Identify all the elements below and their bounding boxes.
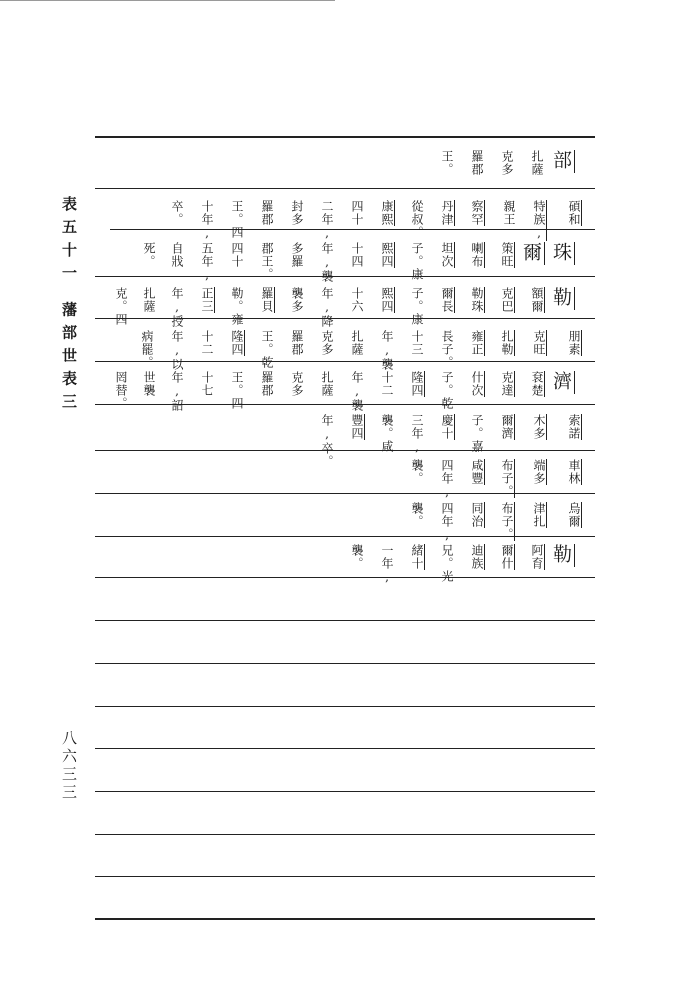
table-cell: 喇布 <box>453 242 485 268</box>
table-cell: 二年, <box>320 200 334 241</box>
table-rule <box>95 188 595 189</box>
table-cell: 襲。 <box>350 544 364 570</box>
table-cell: 封多 <box>290 200 304 226</box>
table-cell: 朋素 <box>550 330 582 356</box>
table-cell: 阿育 <box>513 544 545 570</box>
table-top-rule <box>95 136 595 138</box>
table-cell: 熙四 <box>363 242 395 268</box>
table-cell: 木多 <box>515 414 547 440</box>
table-cell: 勒 <box>543 287 575 310</box>
table-cell: 羅郡 <box>260 200 274 226</box>
table-cell: 死。 <box>142 242 156 268</box>
table-cell: 十四 <box>350 242 364 268</box>
table-cell: 子。乾 <box>440 371 454 410</box>
table-cell: 羅貝 <box>243 287 275 313</box>
table-cell: 羅郡 <box>290 330 304 356</box>
table-cell: 扎薩 <box>320 371 334 397</box>
table-cell: 世襲 <box>142 371 156 397</box>
table-cell: 勒珠 <box>453 287 485 313</box>
side-title: 表五十一 藩部世表三 <box>60 196 78 417</box>
table-cell: 扎薩 <box>530 150 544 176</box>
table-cell: 熙四 <box>363 287 395 313</box>
table-cell: 慶十 <box>423 414 455 440</box>
table-cell: 迪族 <box>453 544 485 570</box>
table-rule <box>95 748 595 749</box>
table-rule <box>95 620 595 621</box>
table-cell: 隆四 <box>393 371 425 397</box>
table-cell: 隆四 <box>213 330 245 356</box>
table-rule <box>95 791 595 792</box>
table-cell: 卒。 <box>170 200 184 226</box>
table-cell: 額爾 <box>513 287 545 313</box>
table-cell: 四十 <box>350 200 364 226</box>
table-cell: 兄。光 <box>440 544 454 583</box>
table-cell: 同治 <box>453 502 485 528</box>
table-cell: 察罕 <box>453 200 485 226</box>
table-cell: 坦次 <box>423 242 455 268</box>
table-cell: 克旺 <box>515 330 547 356</box>
table-cell: 克巴 <box>483 287 515 313</box>
table-cell: 克。四 <box>114 287 128 326</box>
table-cell: 從叔。 <box>410 200 424 239</box>
table-cell: 雍正 <box>453 330 485 356</box>
table-cell: 扎薩 <box>142 287 156 313</box>
table-cell: 王。 <box>440 150 454 176</box>
table-cell: 長子。 <box>440 330 454 369</box>
table-cell: 郡王。 <box>260 242 274 281</box>
table-bottom-rule <box>95 918 595 920</box>
table-rule <box>95 834 595 835</box>
table-cell: 襲。 <box>410 459 424 485</box>
table-cell: 一年, <box>380 544 394 585</box>
table-cell: 爾長 <box>423 287 455 313</box>
table-cell: 烏爾 <box>550 502 582 528</box>
table-cell: 布子。 <box>483 459 515 498</box>
table-cell: 年,以 <box>170 330 184 371</box>
table-cell: 羅郡 <box>260 371 274 397</box>
table-cell: 扎薩 <box>350 330 364 356</box>
table-cell: 布子。 <box>483 502 515 541</box>
table-cell: 四十 <box>230 242 244 268</box>
page-number: 八六三三 <box>60 730 78 802</box>
table-cell: 津扎 <box>515 502 547 528</box>
table-cell: 十年, <box>200 200 214 241</box>
table-cell: 王。四 <box>230 371 244 410</box>
table-cell: 勒 <box>543 544 575 567</box>
table-cell: 康熙 <box>363 200 395 226</box>
table-cell: 年,授 <box>170 287 184 328</box>
table-cell: 十三 <box>410 330 424 356</box>
table-cell: 部 <box>543 150 575 173</box>
table-cell: 年,卒。 <box>320 414 334 468</box>
table-cell: 多羅 <box>290 242 304 268</box>
table-cell: 五年, <box>200 242 214 283</box>
table-cell: 濟 <box>543 371 575 394</box>
table-cell: 王。四 <box>230 200 244 239</box>
table-cell: 特族, <box>515 200 547 241</box>
table-cell: 十六 <box>350 287 364 313</box>
table-cell: 年,襲 <box>380 330 394 371</box>
table-rule <box>95 876 595 877</box>
table-cell: 克達 <box>483 371 515 397</box>
table-cell: 袞楚 <box>513 371 545 397</box>
table-cell: 親王 <box>502 200 516 226</box>
table-cell: 四年, <box>440 502 454 543</box>
table-cell: 勒。雍 <box>230 287 244 326</box>
table-cell: 爾什 <box>483 544 515 570</box>
table-cell: 策旺 <box>483 242 515 268</box>
table-cell: 珠 <box>543 242 575 265</box>
table-cell: 王。乾 <box>260 330 274 369</box>
table-cell: 碩和 <box>550 200 582 226</box>
table-cell: 病罷。 <box>140 330 154 369</box>
table-cell: 扎勒 <box>483 330 515 356</box>
table-cell: 年,襲 <box>320 242 334 283</box>
table-cell: 爾 <box>513 242 545 265</box>
table-cell: 子。康 <box>410 242 424 281</box>
table-cell: 四年, <box>440 459 454 500</box>
table-cell: 十七 <box>200 371 214 397</box>
table-cell: 十二 <box>380 371 394 397</box>
table-cell: 自戕 <box>170 242 184 268</box>
table-cell: 襲。咸 <box>380 414 394 453</box>
table-cell: 年,降 <box>320 287 334 328</box>
table-cell: 罔替。 <box>114 371 128 410</box>
table-cell: 十二 <box>200 330 214 356</box>
table-rule <box>95 276 595 277</box>
table-cell: 克多 <box>290 371 304 397</box>
table-cell: 緒十 <box>393 544 425 570</box>
table-cell: 克多 <box>500 150 514 176</box>
table-cell: 襲。 <box>410 502 424 528</box>
table-rule <box>95 706 595 707</box>
table-cell: 索諾 <box>550 414 582 440</box>
table-cell: 正三 <box>183 287 215 313</box>
table-rule <box>95 663 595 664</box>
table-cell: 端多 <box>515 459 547 485</box>
table-rule <box>95 493 595 494</box>
table-cell: 克多 <box>320 330 334 356</box>
table-cell: 子。嘉 <box>470 414 484 453</box>
table-cell: 豐四 <box>333 414 365 440</box>
table-cell: 年,詔 <box>170 371 184 412</box>
table-cell: 子。康 <box>410 287 424 326</box>
table-cell: 車林 <box>550 459 582 485</box>
table-rule <box>95 577 595 578</box>
top-edge-line <box>0 0 335 1</box>
table-rule <box>95 536 595 537</box>
table-cell: 爾濟 <box>483 414 515 440</box>
table-cell: 咸豐 <box>453 459 485 485</box>
table-cell: 年,襲 <box>350 371 364 412</box>
table-cell: 三年, <box>410 414 424 455</box>
table-cell: 襲多 <box>290 287 304 313</box>
table-rule <box>95 450 595 451</box>
table-cell: 什次 <box>453 371 485 397</box>
table-cell: 羅郡 <box>470 150 484 176</box>
table-cell: 丹津 <box>423 200 455 226</box>
